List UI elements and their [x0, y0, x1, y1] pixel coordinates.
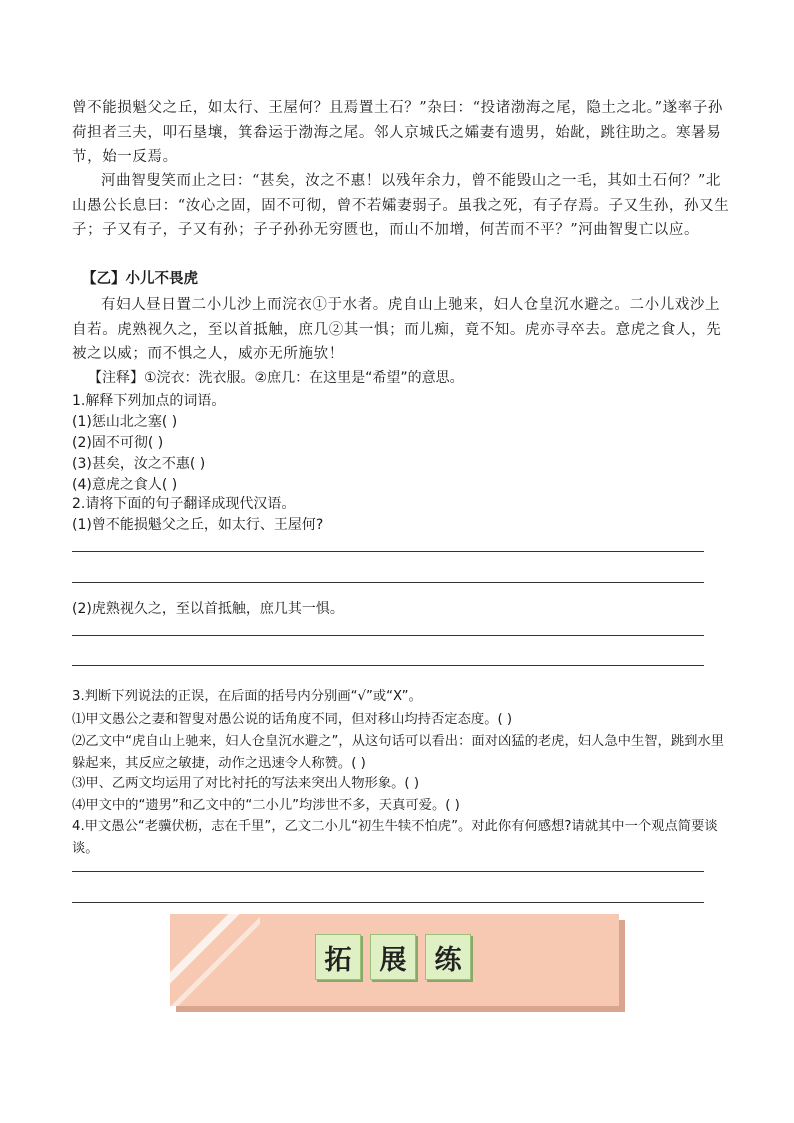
banner-char-tile: 展	[370, 934, 416, 980]
question-3-title: 3.判断下列说法的正误，在后面的括号内分别画“√”或“X”。	[72, 689, 422, 704]
passage-b-body: 有妇人昼日置二小儿沙上而浣衣①于水者。虎自山上驰来，妇人仓皇沉水避之。二小儿戏沙上自若。虎熟视久之，至以首抵触，庶几②其一惧；而儿痴，竟不知。虎亦寻卒去。意虎之食人，先被之以威；而不惧之人，威亦无所施欤！	[72, 297, 722, 362]
banner-char-tile: 练	[425, 934, 471, 980]
passage-a-paragraph-1: 曾不能损魁父之丘，如太行、王屋何？且焉置土石？”杂曰：“投诸渤海之尾，隐土之北。”遂率子孙荷担者三夫，叩石垦壤，箕畚运于渤海之尾。邻人京城氏之孀妻有遗男，始龀，跳往助之。寒暑易节，始一反焉。	[72, 100, 723, 165]
question-3-item: ⑶甲、乙两文均运用了对比衬托的写法来突出人物形象。( )	[72, 776, 420, 791]
passage-a-paragraph-2: 河曲智叟笑而止之曰：“甚矣，汝之不惠！以残年余力，曾不能毁山之一毛，其如土石何？”北山愚公长息曰：“汝心之固，固不可彻，曾不若孀妻弱子。虽我之死，有子存焉。子又生孙，孙又生子；子又有子，子又有孙；子子孙孙无穷匮也，而山不加增，何苦而不平？”河曲智叟亡以应。	[72, 173, 730, 238]
banner-char-tile: 拓	[315, 934, 361, 980]
question-1-title: 1.解释下列加点的词语。	[72, 393, 226, 409]
question-2-item-2: (2)虎熟视久之，至以首抵触，庶几其一惧。	[72, 601, 344, 617]
banner-stripe-decoration	[170, 914, 260, 1006]
answer-line[interactable]	[72, 582, 704, 583]
question-2-item-1: (1)曾不能损魁父之丘，如太行、王屋何?	[72, 517, 324, 533]
passage-b-heading: 【乙】小儿不畏虎	[82, 271, 198, 287]
question-4-title: 4.甲文愚公“老骥伏枥，志在千里”，乙文二小儿“初生牛犊不怕虎”。对此你有何感想?请就其中一个观点简要谈谈。	[72, 819, 718, 856]
answer-line[interactable]	[72, 635, 704, 636]
passage-b-note: 【注释】①浣衣：洗衣服。②庶几：在这里是“希望”的意思。	[88, 370, 464, 386]
question-1-item: (2)固不可彻( )	[72, 435, 164, 451]
answer-line[interactable]	[72, 665, 704, 666]
question-1-item: (4)意虎之食人( )	[72, 477, 178, 493]
answer-line[interactable]	[72, 551, 704, 552]
question-3-item: ⑷甲文中的“遗男”和乙文中的“二小儿”均涉世不多，天真可爱。( )	[72, 798, 460, 813]
question-1-item: (1)惩山北之塞( )	[72, 414, 178, 430]
question-2-title: 2.请将下面的句子翻译成现代汉语。	[72, 496, 296, 512]
answer-line[interactable]	[72, 902, 704, 903]
question-1-item: (3)甚矣，汝之不惠( )	[72, 456, 206, 472]
question-3-item: ⑵乙文中“虎自山上驰来，妇人仓皇沉水避之”，从这句话可以看出：面对凶猛的老虎，妇人急中生智，跳到水里躲起来，其反应之敏捷，动作之迅速令人称赞。( )	[72, 734, 725, 771]
question-3-item: ⑴甲文愚公之妻和智叟对愚公说的话角度不同，但对移山均持否定态度。( )	[72, 712, 513, 727]
answer-line[interactable]	[72, 871, 704, 872]
